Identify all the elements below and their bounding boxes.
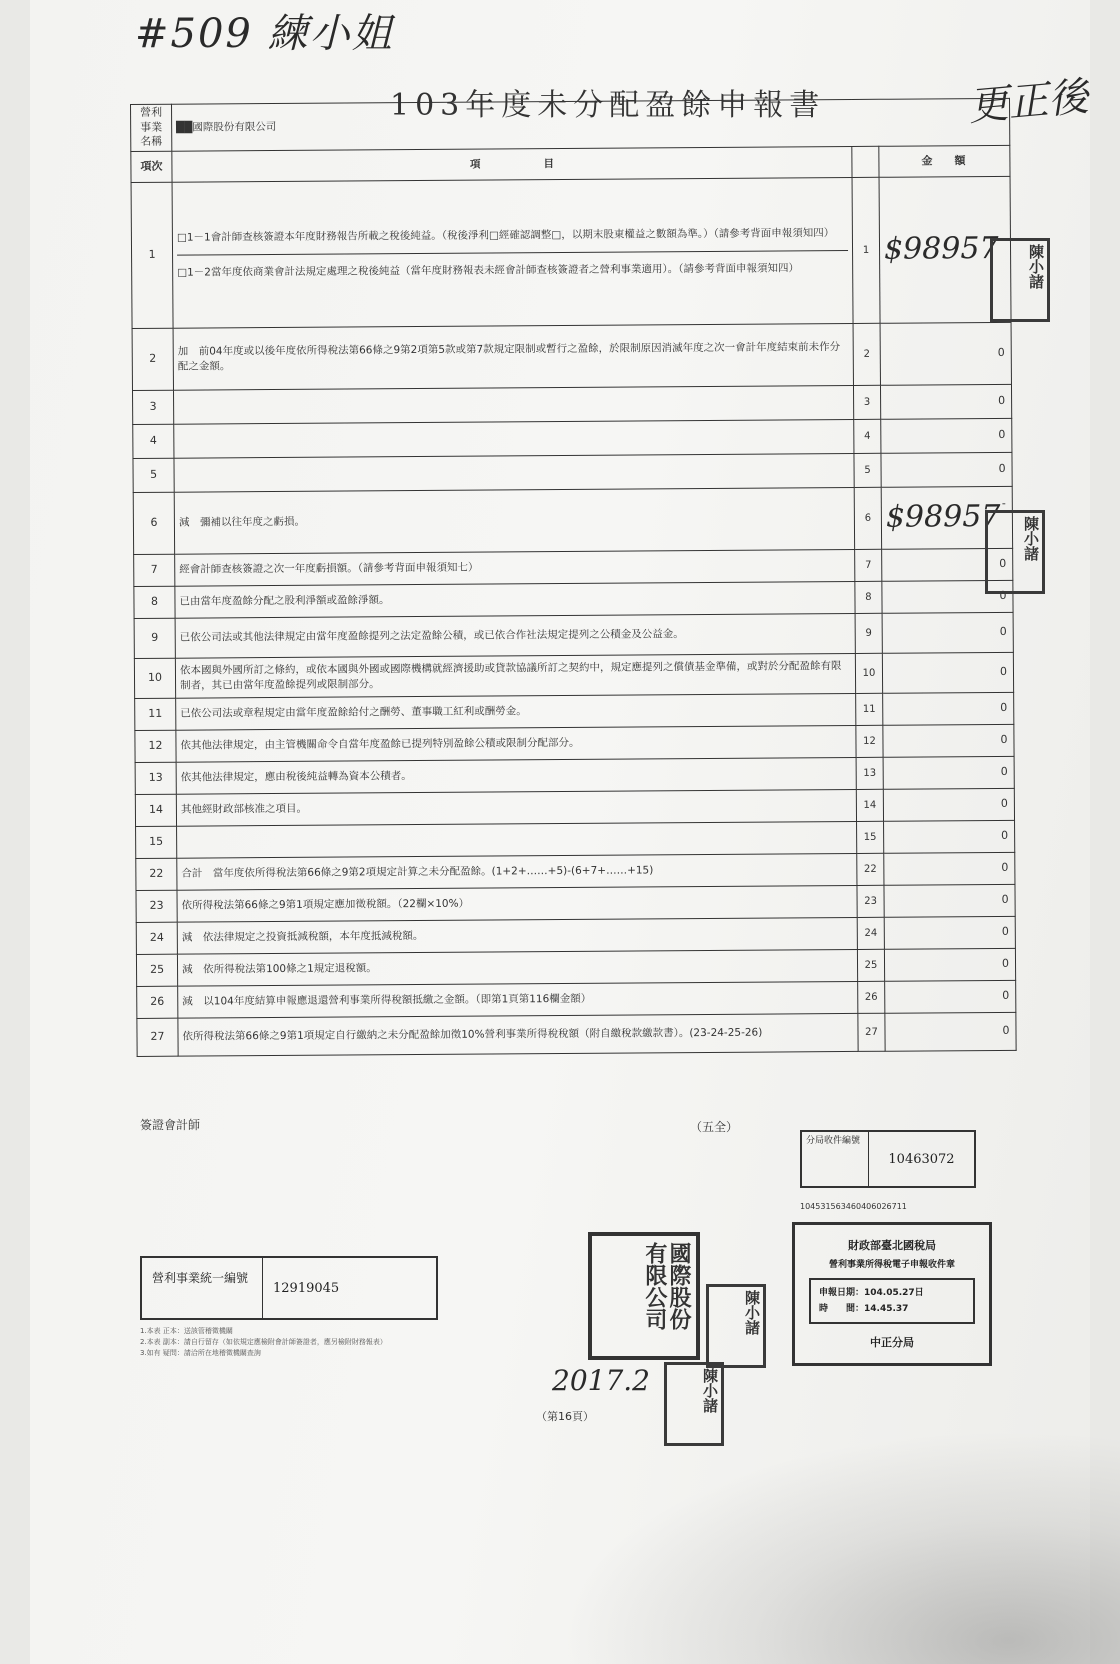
company-seal: 國際股份有限公司: [588, 1232, 700, 1360]
row-item: [178, 981, 858, 1018]
row-item-text: □1－2當年度依商業會計法規定處理之稅後純益（當年度財務報表未經會計師查核簽證者之營利事業適用）。（請參考背面申報須知四）: [177, 262, 799, 279]
amount-cell: [885, 1012, 1016, 1051]
amount-cell: [881, 418, 1012, 453]
row-number: 6: [133, 492, 174, 554]
line-number: 23: [857, 885, 884, 917]
line-number: 9: [855, 613, 882, 653]
amount-tail: 0: [1000, 700, 1008, 715]
row-number: 26: [137, 986, 178, 1018]
line-number: 11: [856, 693, 883, 725]
line-number: 15: [857, 821, 884, 853]
personal-seal: 陳小諸: [985, 510, 1045, 594]
row-item: [172, 177, 853, 328]
row-item-text: 已依公司法或章程規定由當年度盈餘給付之酬勞、董事職工紅利或酬勞金。: [180, 705, 527, 721]
amount-tail: 0: [999, 556, 1007, 571]
amount-tail: 0: [1001, 956, 1010, 971]
bureau-office: 中正分局: [870, 1336, 914, 1350]
row-item-text: 減 依所得稅法第100條之1規定退稅額。: [182, 962, 377, 977]
row-item: [177, 949, 857, 986]
personal-seal: 陳小諸: [990, 238, 1050, 322]
amount-cell: [881, 452, 1012, 487]
row-item-text: 已依公司法或其他法律規定由當年度盈餘提列之法定盈餘公積，或已依合作社法規定提列之公積金及公益金。: [179, 628, 684, 645]
row-item: [177, 853, 857, 890]
line-number: 4: [854, 419, 881, 453]
line-number: 1: [852, 177, 880, 323]
amount-cell: [883, 756, 1014, 789]
line-number: 14: [856, 789, 883, 821]
amount-cell: [883, 692, 1014, 725]
row-item-text: [179, 470, 850, 475]
amount-tail: 0: [998, 393, 1006, 408]
amount-cell: [883, 788, 1014, 821]
line-number: 7: [855, 549, 882, 581]
row-item: [174, 453, 854, 492]
row-number: 15: [136, 826, 177, 858]
tax-bureau-stamp: [792, 1222, 992, 1366]
business-id-box: [140, 1256, 438, 1320]
amount-cell: [882, 612, 1013, 653]
col-header-no: 項次: [131, 151, 172, 182]
company-label: 營利事業名稱: [131, 104, 172, 151]
row-number: 9: [134, 618, 175, 658]
row-item: [177, 821, 857, 858]
amount-cell: [883, 724, 1014, 757]
accountant-label: 簽證會計師: [140, 1118, 201, 1132]
row-number: 14: [135, 794, 176, 826]
row-item-text: 減 以104年度結算申報應退還營利事業所得稅額抵繳之金額。（即第1頁第116欄金額）: [182, 993, 592, 1009]
table-row: [134, 612, 1013, 658]
row-number: 10: [134, 658, 175, 698]
amount-cell: [884, 820, 1015, 853]
row-item-text: 加 前04年度或以後年度依所得稅法第66條之9第2項第5款或第7款規定限制或暫行之盈餘，於限制原因消滅年度之次一會計年度結束前未作分配之金額。: [177, 341, 841, 373]
amount-tail: 0: [998, 427, 1006, 442]
col-header-line: [852, 146, 879, 177]
row-item: [175, 581, 855, 618]
row-number: 5: [133, 458, 174, 492]
amount-cell: [884, 852, 1015, 885]
row-number: 25: [136, 954, 177, 986]
row-number: 4: [133, 424, 174, 458]
row-item: [178, 1013, 858, 1056]
line-number: 5: [854, 453, 881, 487]
row-number: 22: [136, 858, 177, 890]
amount-cell: [885, 980, 1016, 1013]
footnote: 3.如有 疑問：請洽所在地稽徵機關查詢: [140, 1349, 261, 1358]
footnote: 2.本表 副本：請自行留存（如依規定應檢附會計師簽證者，應另檢附財務報表）: [140, 1338, 387, 1347]
row-item-text: 減 依法律規定之投資抵減稅額，本年度抵減稅額。: [181, 930, 424, 945]
row-item-text: 依所得稅法第66條之9第1項規定應加徵稅額。（22欄×10%）: [181, 898, 470, 913]
row-number: 1: [131, 182, 173, 328]
row-item: [176, 789, 856, 826]
amount-tail: 0: [1000, 732, 1008, 747]
row-item: [177, 917, 857, 954]
amount-tail: 0: [1001, 924, 1009, 939]
line-number: 22: [857, 853, 884, 885]
col-header-amount: 金 額: [879, 145, 1010, 177]
bureau-name: 財政部臺北國稅局: [848, 1239, 936, 1252]
personal-seal: 陳小諸: [706, 1284, 766, 1368]
page-title: 103年度未分配盈餘申報書: [390, 88, 826, 123]
amount-tail: 0: [1001, 892, 1009, 907]
bureau-datetime: [809, 1278, 975, 1324]
row-number: 3: [133, 390, 174, 424]
table-row: [137, 1012, 1016, 1056]
amount-tail: -: [1001, 497, 1006, 511]
amount-tail: 0: [1000, 764, 1008, 779]
row-item: [175, 653, 855, 698]
handwritten-date: 2017.2: [552, 1364, 650, 1397]
line-number: 24: [857, 917, 884, 949]
col-header-item: 項 目: [172, 146, 852, 182]
line-number: 12: [856, 725, 883, 757]
amount-tail: 0: [1002, 988, 1010, 1003]
row-item: [176, 693, 856, 730]
handwritten-note: #509 練小姐: [135, 11, 394, 57]
receive-number: 10463072: [888, 1151, 955, 1167]
table-row: [132, 322, 1011, 390]
row-item: [173, 323, 853, 390]
row-item-text: 經會計師查核簽證之次一年度虧損額。（請參考背面申報須知七）: [179, 561, 479, 577]
row-item-text: [178, 436, 849, 441]
photo-shadow: [560, 1430, 1120, 1664]
amount-tail: 0: [998, 461, 1006, 476]
amount-tail: 0: [999, 624, 1007, 639]
row-item-text: 其他經財政部核准之項目。: [180, 803, 307, 817]
row-item: [176, 725, 856, 762]
row-item-text: 減 彌補以往年度之虧損。: [178, 516, 305, 530]
row-item: [173, 385, 853, 424]
row-number: 24: [136, 922, 177, 954]
row-item-text: 合計 當年度依所得稅法第66條之9第2項規定計算之未分配盈餘。(1+2+……+5)-(6+7+……+15): [181, 864, 654, 881]
amount-cell: [884, 916, 1015, 949]
amount-tail: 0: [999, 588, 1007, 603]
footnote: 1.本表 正本：送該管稽徵機關: [140, 1327, 233, 1335]
row-number: 2: [132, 328, 173, 390]
personal-seal: 陳小諸: [664, 1362, 724, 1446]
amount-tail: 0: [1001, 860, 1009, 875]
line-number: 8: [855, 581, 882, 613]
declaration-table: [130, 98, 1017, 1057]
row-item-text: [178, 402, 849, 407]
handwritten-amount: $98957: [883, 231, 999, 267]
bureau-date: 申報日期：104.05.27日: [819, 1288, 924, 1298]
row-number: 12: [135, 730, 176, 762]
amount-cell: [880, 384, 1011, 419]
row-number: 8: [134, 586, 175, 618]
line-number: 13: [856, 757, 883, 789]
receive-label: 分局收件編號: [802, 1132, 869, 1186]
amount-tail: 0: [1000, 796, 1008, 811]
footnotes: [140, 1326, 387, 1360]
amount-tail: 0: [997, 345, 1005, 360]
page-end-mark: （五全）: [690, 1120, 739, 1134]
table-row: [134, 652, 1013, 698]
row-item: [175, 549, 855, 586]
table-row: [131, 176, 1011, 328]
row-item-text: 依本國與外國所訂之條約，或依本國與外國或國際機構就經濟援助或貸款協議所訂之契約中，規定應提列之償債基金準備，或對於分配盈餘有限制者，其已由當年度盈餘提列或限制部分。: [179, 660, 842, 692]
amount-cell: [882, 652, 1013, 693]
amount-tail: 0: [1001, 828, 1009, 843]
receive-number-box: [800, 1130, 976, 1188]
line-number: 6: [854, 487, 881, 549]
bureau-time: 時 間：14.45.37: [819, 1304, 909, 1315]
handwritten-amount: $98957: [885, 499, 1001, 535]
row-item-text: 已由當年度盈餘分配之股利淨額或盈餘淨額。: [179, 594, 390, 609]
row-number: 11: [135, 698, 176, 730]
amount-cell: [880, 322, 1011, 385]
amount-tail: 0: [1002, 1023, 1010, 1038]
row-number: 27: [137, 1018, 178, 1056]
amount-cell: [884, 884, 1015, 917]
row-item-text: 依其他法律規定，應由稅後純益轉為資本公積者。: [180, 770, 412, 785]
line-number: 3: [853, 385, 880, 419]
table-row: [133, 486, 1012, 554]
line-number: 26: [858, 981, 885, 1013]
company-name: ██國際股份有限公司: [172, 98, 1010, 151]
line-number: 2: [853, 323, 880, 385]
line-number: 25: [857, 949, 884, 981]
bureau-subtitle: 營利事業所得稅電子申報收件章: [828, 1260, 955, 1270]
amount-tail: 0: [999, 664, 1008, 679]
page-number: （第16頁）: [536, 1410, 594, 1423]
line-number: 10: [855, 653, 882, 693]
row-item-text: [181, 837, 852, 842]
row-item-text: □1－1會計師查核簽證本年度財務報告所載之稅後純益。（稅後淨利□經確認調整□，以期末股東權益之數額為準。）（請參考背面申報須知四）: [177, 216, 848, 256]
handwritten-correction: 更正後: [966, 73, 1091, 131]
row-number: 7: [134, 554, 175, 586]
row-item-text: 依其他法律規定，由主管機關命令自當年度盈餘已提列特別盈餘公積或限制分配部分。: [180, 737, 580, 753]
row-number: 13: [135, 762, 176, 794]
amount-cell: [884, 948, 1015, 981]
business-id-label: 營利事業統一編號: [142, 1258, 263, 1318]
row-item: [175, 613, 855, 658]
row-item: [174, 487, 854, 554]
row-item-text: 依所得稅法第66條之9第1項規定自行繳納之未分配盈餘加徵10%營利事業所得稅稅額（附自繳稅款繳款書）。(23-24-25-26): [182, 1027, 763, 1044]
row-item: [174, 419, 854, 458]
row-item: [176, 757, 856, 794]
business-id: 12919045: [273, 1280, 340, 1296]
barcode-number: 104531563460406026711: [800, 1202, 907, 1211]
line-number: 27: [858, 1013, 885, 1051]
row-item: [177, 885, 857, 922]
row-number: 23: [136, 890, 177, 922]
